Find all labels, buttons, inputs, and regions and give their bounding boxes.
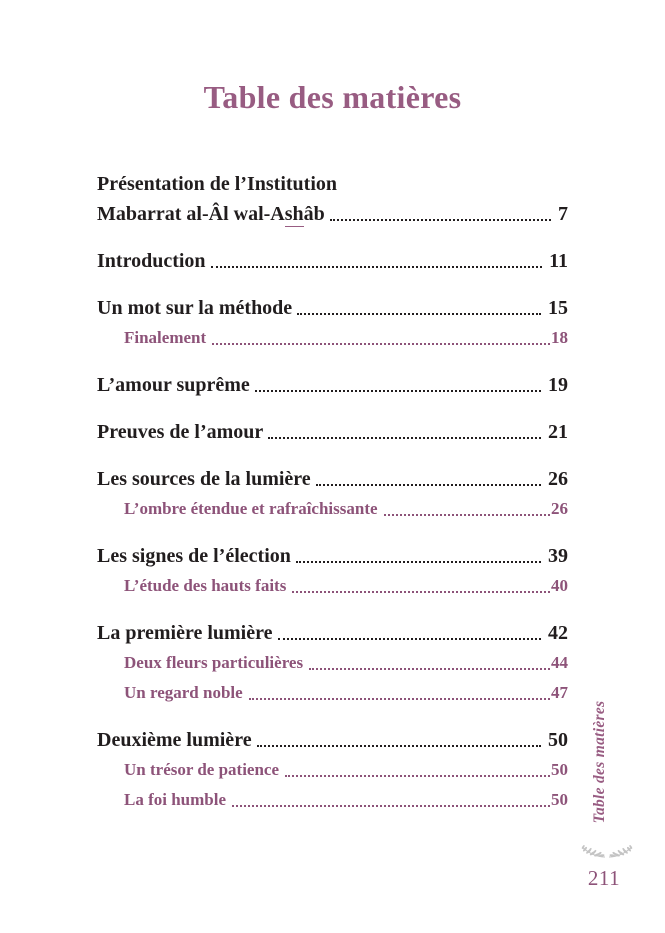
dot-leader — [285, 755, 550, 777]
entry-label: Mabarrat al-Âl wal-Ashâb — [97, 203, 325, 225]
toc-entry — [97, 199, 568, 229]
entry-page-number: 42 — [548, 622, 568, 644]
entry-page-number: 19 — [548, 374, 568, 396]
toc-subentry — [97, 678, 568, 708]
entry-label: La foi humble — [124, 790, 227, 809]
entry-label: Un trésor de patience — [124, 760, 280, 779]
dot-leader — [211, 246, 543, 268]
toc-entry — [97, 293, 568, 323]
entry-page-number: 15 — [548, 297, 568, 319]
entry-label: L’étude des hauts faits — [124, 576, 287, 595]
toc-group — [97, 169, 568, 229]
dot-leader — [384, 494, 550, 516]
dot-leader — [296, 541, 541, 563]
dot-leader — [232, 785, 550, 807]
entry-label: Un mot sur la méthode — [97, 297, 293, 319]
entry-page-number: 7 — [558, 203, 568, 225]
toc-subentry — [97, 755, 568, 785]
dot-leader — [309, 648, 550, 670]
toc-subentry — [97, 648, 568, 678]
dot-leader — [212, 323, 550, 345]
entry-label: Deux fleurs particulières — [124, 653, 304, 672]
laurel-branches-icon — [577, 844, 637, 862]
toc-entry — [97, 618, 568, 648]
dot-leader — [255, 370, 541, 392]
toc-entry — [97, 169, 568, 199]
toc-group — [97, 618, 568, 708]
page-title: Table des matières — [203, 79, 462, 115]
toc-entry — [97, 541, 568, 571]
entry-page-number: 21 — [548, 421, 568, 443]
entry-label: Introduction — [97, 250, 206, 272]
toc-entry — [97, 417, 568, 447]
toc-entry — [97, 464, 568, 494]
toc-list — [97, 169, 568, 815]
entry-page-number: 18 — [551, 328, 568, 347]
entry-page-number: 50 — [551, 790, 568, 809]
entry-label: Finalement — [124, 328, 207, 347]
transliteration-underline: sh — [284, 203, 304, 225]
dot-leader — [330, 199, 551, 221]
toc-group — [97, 464, 568, 524]
entry-label: Présentation de l’Institution — [97, 173, 337, 195]
dot-leader — [257, 725, 541, 747]
toc-group — [97, 370, 568, 400]
entry-page-number: 26 — [548, 468, 568, 490]
toc-subentry — [97, 494, 568, 524]
entry-page-number: 50 — [548, 729, 568, 751]
entry-page-number: 40 — [551, 576, 568, 595]
entry-label: L’amour suprême — [97, 374, 250, 396]
toc-entry — [97, 246, 568, 276]
toc-group — [97, 246, 568, 276]
folio-page-number: 211 — [587, 866, 621, 890]
dot-leader — [292, 571, 550, 593]
entry-label: La première lumière — [97, 622, 273, 644]
entry-page-number: 11 — [549, 250, 568, 272]
entry-label: Preuves de l’amour — [97, 421, 264, 443]
entry-label: L’ombre étendue et rafraîchissante — [124, 499, 378, 518]
toc-group — [97, 417, 568, 447]
dot-leader — [268, 417, 541, 439]
entry-label: Les signes de l’élection — [97, 545, 291, 567]
entry-label: Deuxième lumière — [97, 729, 252, 751]
entry-page-number: 50 — [551, 760, 568, 779]
toc-group — [97, 541, 568, 601]
dot-leader — [278, 618, 541, 640]
entry-page-number: 26 — [551, 499, 568, 518]
dot-leader — [249, 678, 550, 700]
toc-entry — [97, 725, 568, 755]
toc-group — [97, 293, 568, 353]
toc-entry — [97, 370, 568, 400]
toc-group — [97, 725, 568, 815]
entry-page-number: 44 — [551, 653, 568, 672]
entry-label: Les sources de la lumière — [97, 468, 311, 490]
dot-leader — [297, 293, 541, 315]
entry-page-number: 47 — [551, 683, 568, 702]
toc-subentry — [97, 785, 568, 815]
toc-subentry — [97, 323, 568, 353]
toc-content — [97, 78, 568, 832]
entry-page-number: 39 — [548, 545, 568, 567]
entry-label: Un regard noble — [124, 683, 243, 702]
running-side-label: Table des matières — [591, 700, 608, 824]
dot-leader — [316, 464, 541, 486]
toc-subentry — [97, 571, 568, 601]
